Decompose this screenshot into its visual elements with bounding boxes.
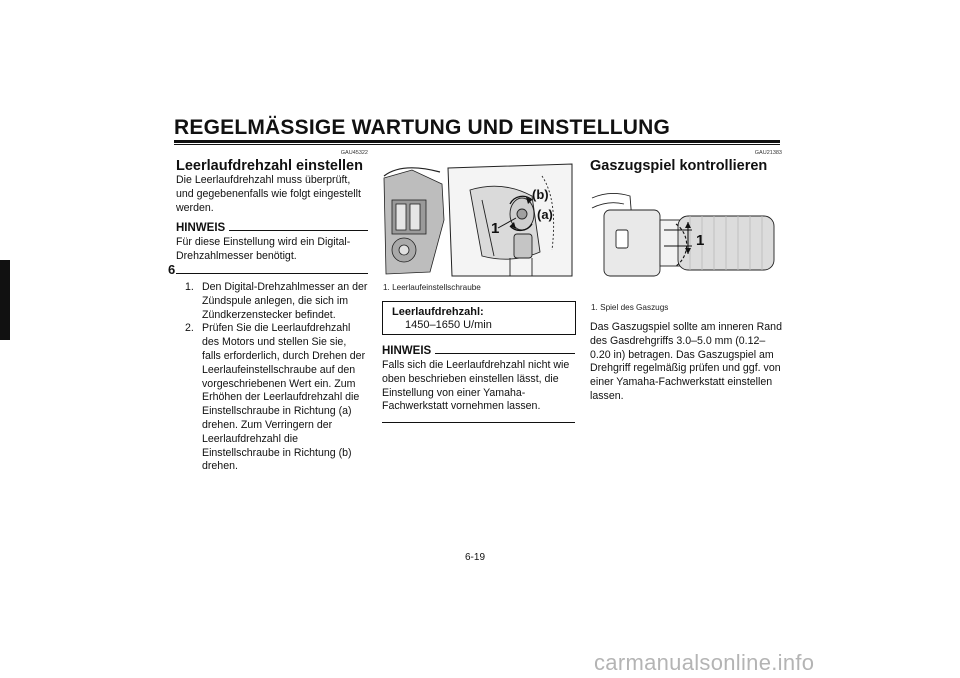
intro-text: Die Leerlaufdrehzahl muss überprüft, und gegebenenfalls wie folgt eingestellt werden. [176,174,361,214]
note-rule-bottom [176,273,368,274]
figure-caption: 1. Leerlaufeinstellschraube [383,283,481,292]
figure-label-b: (b) [532,187,549,202]
note-label: HINWEIS [382,345,432,357]
chapter-number: 6 [168,262,176,277]
steps-list [176,281,368,474]
note-text: Für diese Einstellung wird ein Digital-Drehzahlmesser benötigt. [176,236,351,263]
throttle-figure [590,186,782,286]
note-rule-top [229,230,368,231]
list-item: 1. Den Digital-Drehzahlmesser an der Zündspule anlegen, die sich im Zündkerzenstecker befindet. [185,280,368,321]
idle-screw-figure [382,160,575,280]
figure-label-a: (a) [537,207,553,222]
section-title: Gaszugspiel kontrollieren [590,158,768,174]
spec-value: 1450–1650 U/min [405,319,492,331]
note-rule-top [435,353,575,354]
page-title: REGELMÄSSIGE WARTUNG UND EINSTELLUNG [174,116,671,139]
header-rule [174,140,780,143]
watermark-url: carmanualsonline.info [594,650,815,675]
section-code: GAU45322 [340,150,368,156]
note-text: Falls sich die Leerlaufdrehzahl nicht wie oben beschrieben einstellen lässt, die Einstellung von einer Yamaha-Fachwerkstatt vornehmen lassen. [382,359,570,413]
section-title: Leerlaufdrehzahl einstellen [176,158,363,174]
spec-label: Leerlaufdrehzahl: [392,306,484,318]
body-text: Das Gaszugspiel sollte am inneren Rand des Gasdrehgriffs 3.0–5.0 mm (0.12–0.20 in) betragen. Das Gaszugspiel am Drehgriff regelmäßig prüfen und ggf. von einer Yamaha-Fachwerkstatt einstellen lassen. [590,321,782,402]
right-column-head [590,150,782,174]
middle-note [382,345,575,423]
note-heading [176,222,368,234]
note-rule-bottom [382,422,575,423]
section-code: GAU21383 [754,150,782,156]
list-item: 2. Prüfen Sie die Leerlaufdrehzahl des Motors und stellen Sie sie, falls erforderlich, durch Drehen der Leerlaufeinstellschraube auf den vorgeschriebenen Wert ein. Zum Erhöhen der Leerlaufdrehzahl die Einstellschraube in Richtung (a) drehen. Zum Verringern der Leerlaufdrehzahl die Einstellschraube in Richtung (b) drehen. [185,322,366,473]
page-number: 6-19 [465,552,486,563]
header-rule-thin [174,144,780,145]
figure-caption: 1. Spiel des Gaszugs [591,303,669,312]
spec-box [382,301,576,335]
left-column [176,150,368,474]
note-heading [382,345,575,357]
note-label: HINWEIS [176,222,226,235]
figure-label-1: 1 [491,220,500,237]
chapter-tab [0,260,10,340]
figure-label-1: 1 [696,232,705,249]
throttle-grip-illustration [590,186,782,286]
